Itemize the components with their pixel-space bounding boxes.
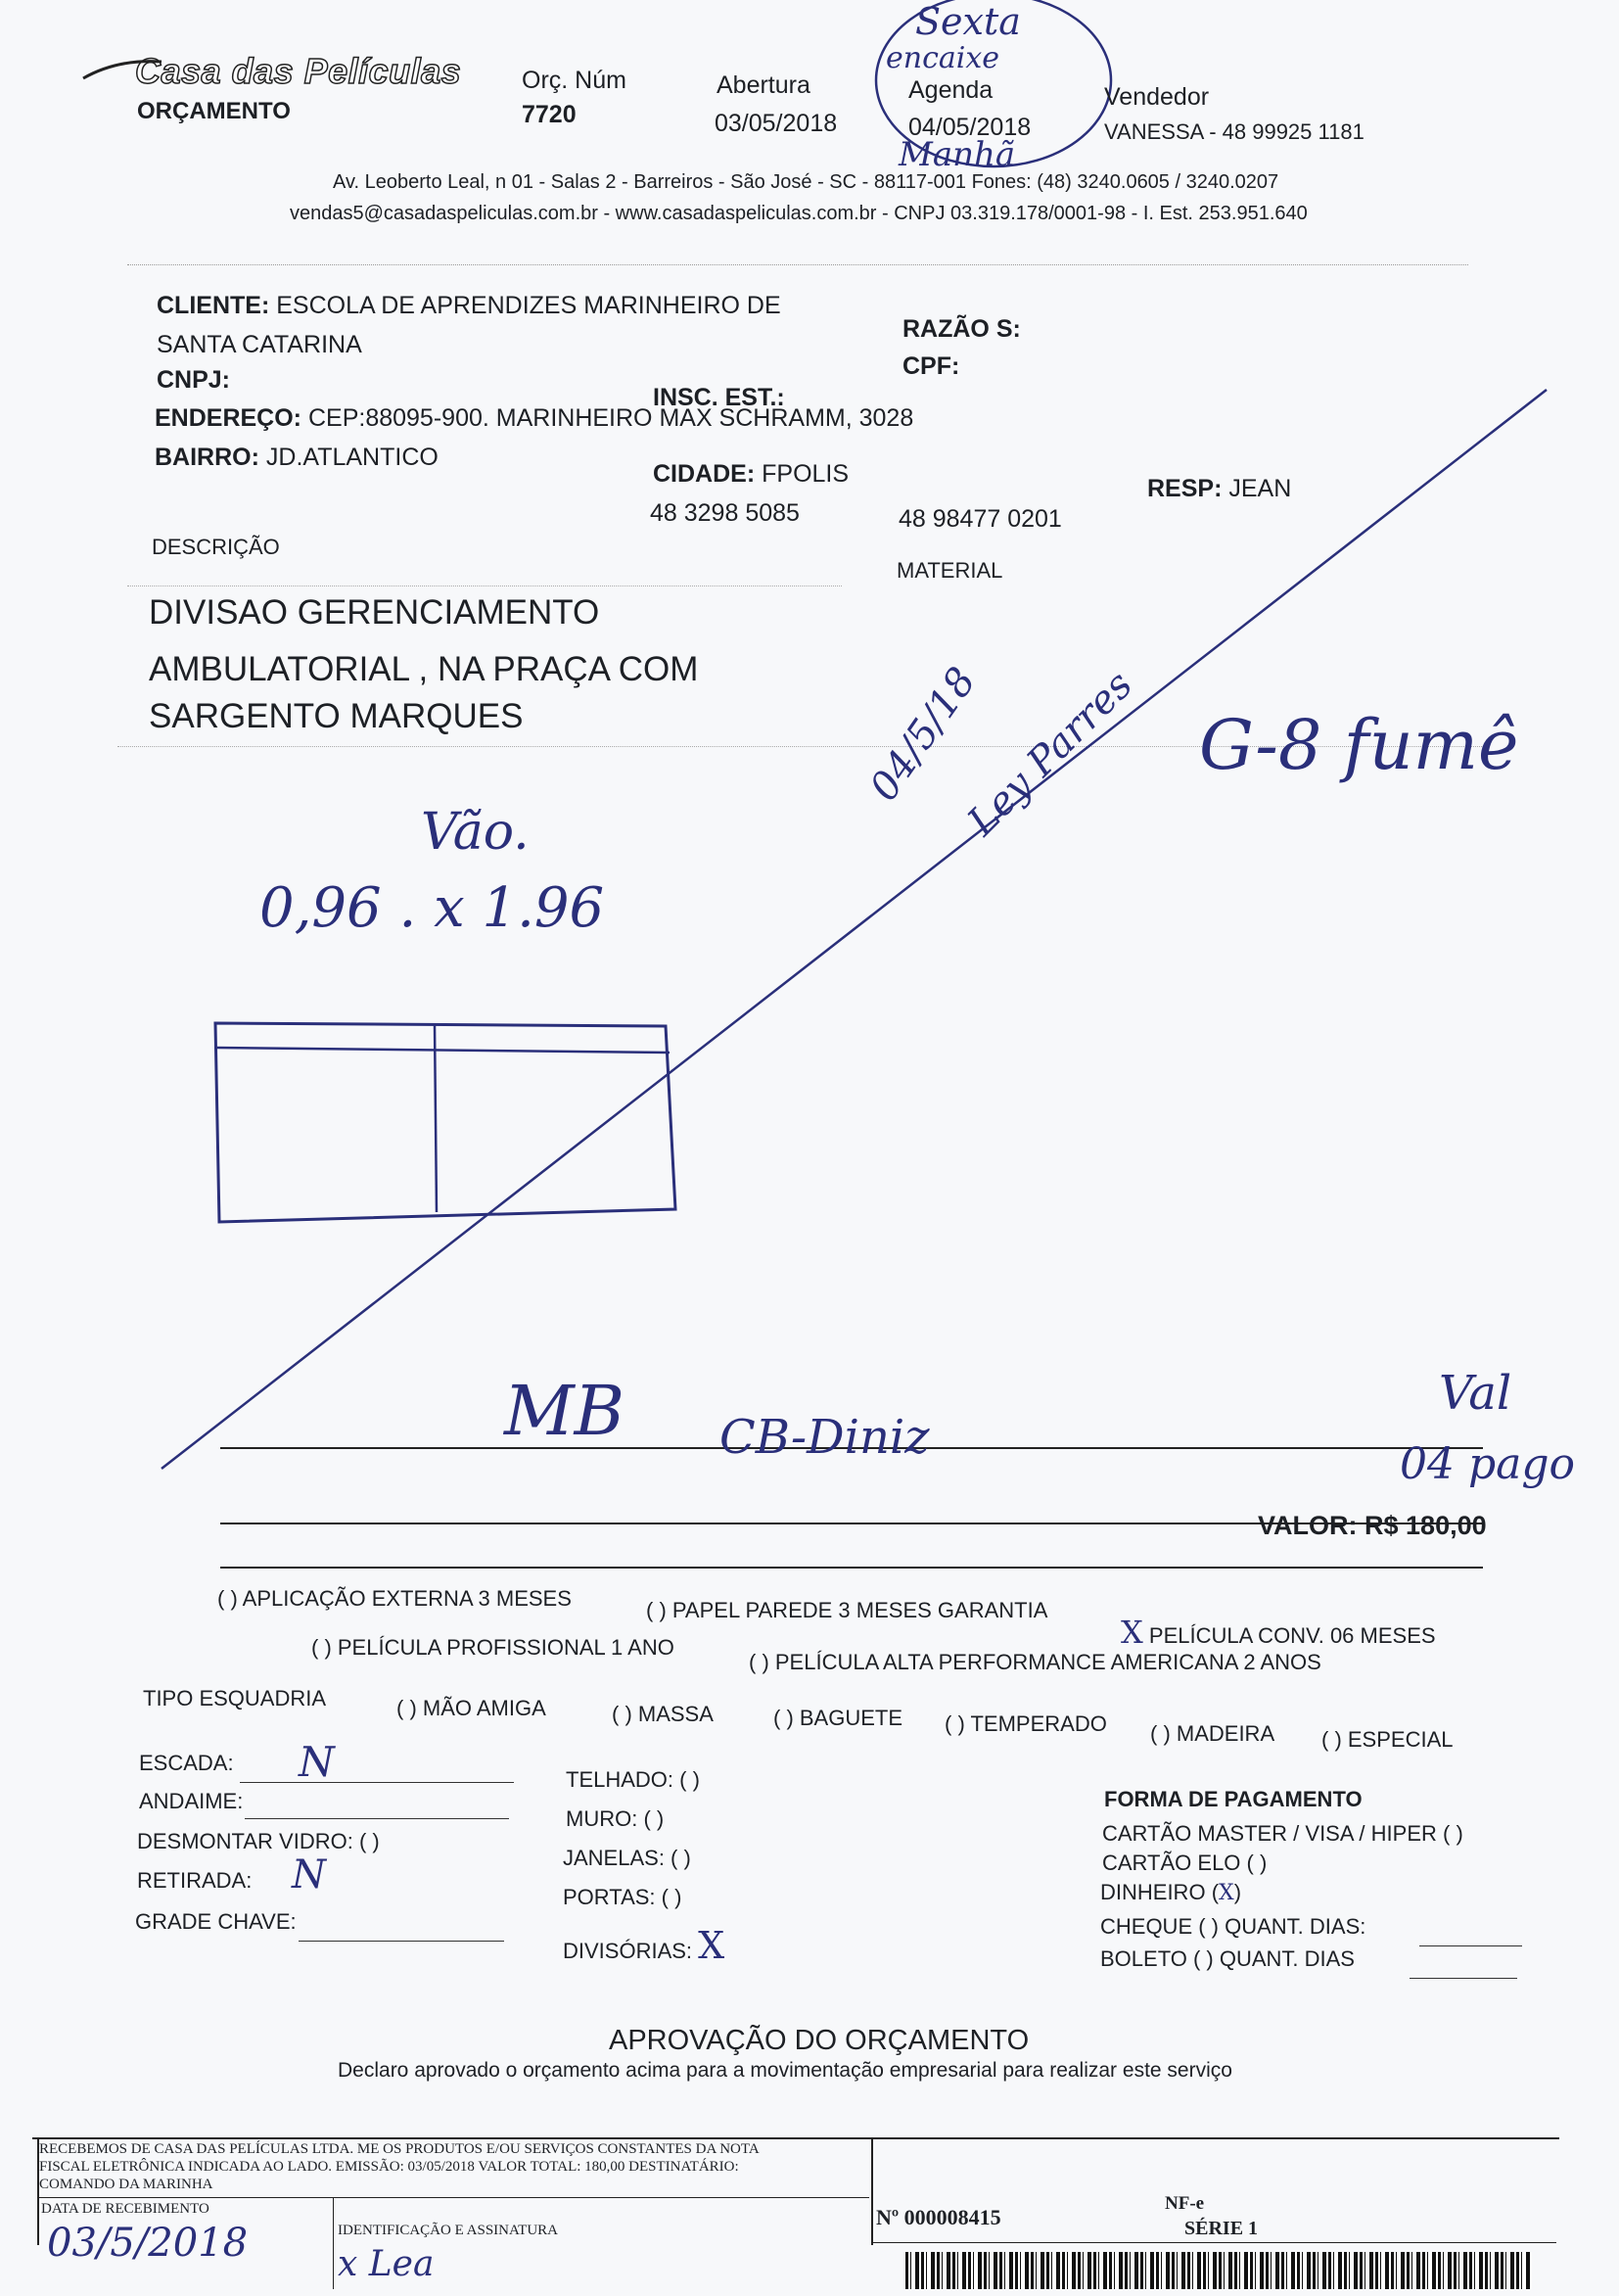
nf-underline [871,2242,1556,2243]
receipt-date: 03/5/2018 [47,2221,249,2266]
option-papel[interactable]: ( ) PAPEL PAREDE 3 MESES GARANTIA [646,1598,1048,1622]
vao-label: Vão. [421,803,530,862]
agenda-note-2: encaixe [886,41,1000,75]
receipt-split [333,2197,334,2289]
valor-field [1258,1511,1487,1541]
window-sketch-top-rail [217,1048,670,1053]
agenda-label: Agenda [908,76,994,104]
desmontar-label[interactable]: DESMONTAR VIDRO: ( ) [137,1829,380,1853]
grade-field[interactable] [299,1941,504,1942]
payment-cartao-elo[interactable]: CARTÃO ELO ( ) [1102,1851,1268,1875]
nf-number: Nº 000008415 [876,2205,1001,2229]
window-sketch-mullion [435,1024,437,1212]
receipt-line-1: RECEBEMOS DE CASA DAS PELÍCULAS LTDA. ME OS PRODUTOS E/OU SERVIÇOS CONSTANTES DA NOTA [39,2141,760,2157]
receipt-mid-line [37,2197,869,2198]
description-line-1: DIVISAO GERENCIAMENTO [149,593,600,632]
serie-label: SÉRIE 1 [1184,2218,1259,2239]
janelas-label[interactable]: JANELAS: ( ) [563,1846,691,1870]
esquadria-label: TIPO ESQUADRIA [143,1686,327,1710]
description-line-2: AMBULATORIAL , NA PRAÇA COM [149,650,699,688]
approval-title: APROVAÇÃO DO ORÇAMENTO [609,2025,1030,2056]
escada-label: ESCADA: [139,1751,234,1775]
cliente-value-2: SANTA CATARINA [157,331,362,358]
dinheiro-label: DINHEIRO [1100,1880,1206,1904]
abertura-date: 03/05/2018 [715,110,838,137]
boleto-days-field[interactable] [1410,1978,1517,1979]
payment-boleto[interactable]: BOLETO ( ) QUANT. DIAS [1100,1946,1355,1971]
grade-label: GRADE CHAVE: [135,1909,297,1934]
agenda-note-3: Manhã [899,135,1016,174]
andaime-label: ANDAIME: [139,1789,244,1813]
cidade-label: CIDADE: [653,460,756,488]
retirada-label: RETIRADA: [137,1868,253,1893]
vendedor-label: Vendedor [1104,83,1210,111]
abertura-label: Abertura [717,71,810,99]
date-note-1: 04/5/18 [861,659,986,810]
telhado-label[interactable]: TELHADO: ( ) [566,1767,700,1792]
agenda-note-1: Sexta [915,0,1021,43]
muro-label[interactable]: MURO: ( ) [566,1806,665,1831]
valor-amount: R$ 180,00 [1365,1511,1487,1540]
esquadria-mao-amiga[interactable]: ( ) MÃO AMIGA [396,1696,546,1720]
esquadria-temperado[interactable]: ( ) TEMPERADO [945,1711,1107,1736]
receipt-line-2: FISCAL ELETRÔNICA INDICADA AO LADO. EMISSÃO: 03/05/2018 VALOR TOTAL: 180,00 DESTINATÁRIO: [39,2159,739,2175]
approval-text: Declaro aprovado o orçamento acima para a movimentação empresarial para realizar este serviço [338,2059,1232,2082]
cliente-label: CLIENTE: [157,292,270,319]
option-pelicula-conv[interactable] [1121,1614,1436,1651]
option-pelicula-alta[interactable]: ( ) PELÍCULA ALTA PERFORMANCE AMERICANA 2 ANOS [749,1650,1321,1674]
bairro-value: JD.ATLANTICO [265,444,439,471]
payment-dinheiro[interactable] [1100,1880,1241,1905]
payment-cartao-master[interactable]: CARTÃO MASTER / VISA / HIPER ( ) [1102,1821,1463,1846]
vendedor-value: VANESSA - 48 99925 1181 [1104,119,1365,144]
andaime-field[interactable] [245,1818,509,1819]
esquadria-massa[interactable]: ( ) MASSA [612,1702,714,1726]
pelicula-conv-label: PELÍCULA CONV. 06 MESES [1148,1623,1436,1648]
receipt-line-3: COMANDO DA MARINHA [39,2177,213,2192]
esquadria-baguete[interactable]: ( ) BAGUETE [773,1706,903,1730]
barcode [905,2252,1532,2289]
endereco-value: CEP:88095-900. MARINHEIRO MAX SCHRAMM, 3028 [307,404,914,432]
resp-value: JEAN [1228,475,1292,502]
valor-label: VALOR: [1258,1511,1358,1540]
option-aplicacao[interactable]: ( ) APLICAÇÃO EXTERNA 3 MESES [217,1586,572,1611]
phone-2: 48 98477 0201 [899,505,1062,533]
bairro-label: BAIRRO: [155,444,259,471]
payment-title: FORMA DE PAGAMENTO [1104,1787,1363,1811]
cnpj-label: CNPJ: [157,366,231,394]
val-note-1: Val [1439,1366,1512,1421]
valor-line-bottom [220,1567,1483,1569]
cancel-diagonal-line [162,390,1547,1469]
date-note-2: Ley Parres [959,662,1141,845]
signature-cb-diniz: CB-Diniz [719,1410,930,1465]
descricao-label: DESCRIÇÃO [152,535,280,559]
esquadria-especial[interactable]: ( ) ESPECIAL [1321,1727,1454,1752]
cliente-value: ESCOLA DE APRENDIZES MARINHEIRO DE [276,292,781,319]
description-line-3: SARGENTO MARQUES [149,697,524,735]
dinheiro-check-icon: (X) [1211,1880,1242,1905]
material-note: G-8 fumê [1199,705,1519,785]
material-label: MATERIAL [897,558,1003,583]
esquadria-madeira[interactable]: ( ) MADEIRA [1150,1721,1275,1746]
checked-mark-icon: X [1121,1614,1143,1651]
insc-label: INSC. EST.: [653,384,785,411]
portas-label[interactable]: PORTAS: ( ) [563,1885,682,1909]
divisorias-check-icon: X [698,1924,725,1967]
brand-logo: Casa das Películas [135,51,462,91]
agenda-date: 04/05/2018 [908,114,1032,141]
divisorias-label[interactable] [563,1924,724,1967]
escada-field[interactable] [240,1782,514,1783]
payment-cheque[interactable]: CHEQUE ( ) QUANT. DIAS: [1100,1914,1366,1939]
orc-number: 7720 [522,101,577,128]
vao-dims: 0,96 . x 1.96 [259,876,605,940]
endereco-label: ENDEREÇO: [155,404,302,432]
orc-label: Orç. Núm [522,67,626,94]
contact-line: vendas5@casadaspeliculas.com.br - www.casadaspeliculas.com.br - CNPJ 03.319.178/0001-98 - I. Est. 253.951.640 [290,203,1308,224]
dinheiro-check-mark: X [1219,1881,1234,1905]
divisorias-text: DIVISÓRIAS: [563,1939,693,1963]
address-line: Av. Leoberto Leal, n 01 - Salas 2 - Barreiros - São José - SC - 88117-001 Fones: (48) 3240.0605 / 3240.0207 [333,171,1279,193]
razao-label: RAZÃO S: [902,315,1021,343]
escada-mark: N [299,1738,335,1786]
val-note-2: 04 pago [1400,1439,1576,1489]
receipt-signature: x Lea [338,2244,435,2284]
cidade-value: FPOLIS [762,460,850,488]
doc-type: ORÇAMENTO [137,98,291,124]
nfe-label: NF-e [1165,2193,1205,2214]
signature-mb: MB [504,1371,625,1451]
receipt-ident-label: IDENTIFICAÇÃO E ASSINATURA [338,2223,559,2238]
cheque-days-field[interactable] [1419,1945,1522,1946]
phone-1: 48 3298 5085 [650,499,800,527]
retirada-mark: N [292,1852,326,1898]
option-pelicula-prof[interactable]: ( ) PELÍCULA PROFISSIONAL 1 ANO [311,1635,674,1660]
receipt-data-label: DATA DE RECEBIMENTO [41,2201,209,2217]
cpf-label: CPF: [902,352,960,380]
resp-label: RESP: [1147,475,1223,502]
